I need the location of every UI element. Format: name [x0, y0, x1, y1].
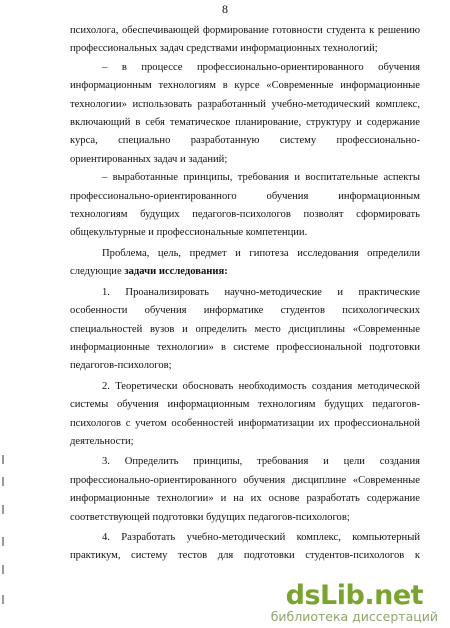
intro-prefix: следующие: [70, 266, 125, 278]
text-line: ориентированных задач и заданий;: [70, 153, 228, 165]
text-line: профессиональных задач средствами информационных технологий;: [70, 43, 378, 55]
task-line: профессионально-ориентированного обучения дисциплине «Современные: [70, 474, 420, 486]
task-line: 1. Проанализировать научно-методические и практические: [102, 286, 420, 298]
task-line: системы обучения информационным технологиям будущих педагогов-: [70, 399, 420, 411]
scan-mark: [2, 537, 4, 546]
tasks-heading: задачи исследования:: [124, 266, 228, 278]
scan-mark: [2, 595, 4, 604]
page-number: 8: [222, 2, 228, 16]
task-line: 3. Определить принципы, требования и цели создания: [102, 456, 420, 468]
task-line: 2. Теоретически обосновать необходимость создания методической: [102, 380, 420, 392]
scan-mark: [2, 477, 4, 486]
task-line: психологов с учетом особенностей информатизации их профессиональной: [70, 417, 420, 429]
text-line: информационным технологиям в курсе «Современные информационные: [70, 80, 420, 92]
watermark-logo: dsLib.net: [285, 580, 424, 611]
scan-mark: [2, 505, 4, 514]
text-line: технологии» использовать разработанный учебно-методический комплекс,: [70, 98, 420, 110]
text-line: включающий в себя тематическое планирование, структуру и содержание: [70, 117, 420, 129]
watermark-subtitle: библиотека диссертаций: [270, 609, 438, 624]
text-line: – выработанные принципы, требования и воспитательные аспекты: [102, 172, 420, 184]
task-line: информационные технологии» в системе профессиональной подготовки: [70, 341, 420, 353]
task-line: педагогов-психологов;: [70, 360, 172, 372]
scan-mark: [2, 565, 4, 574]
task-line: специальностей вузов и определить место дисциплины «Современные: [70, 323, 420, 335]
intro-line: [70, 263, 420, 281]
intro-line: Проблема, цель, предмет и гипотеза исследования определили: [102, 247, 420, 259]
task-line: 4. Разработать учебно-методический комплекс, компьютерный: [102, 531, 420, 543]
task-line: практикум, систему тестов для подготовки студентов-психологов к: [70, 550, 420, 562]
text-line: общекультурные и профессиональные компетенции.: [70, 227, 308, 239]
task-line: особенности обучения информатике студентов психологических: [70, 305, 420, 317]
document-body: [70, 22, 420, 566]
text-line: – в процессе профессионально-ориентированного обучения: [102, 61, 420, 73]
scan-mark: [2, 455, 4, 464]
task-line: информационные технологии» и на их основе разработать содержание: [70, 493, 420, 505]
task-line: деятельности;: [70, 435, 134, 447]
text-line: технологиям будущих педагогов-психологов позволят сформировать: [70, 209, 420, 221]
text-line: психолога, обеспечивающей формирование готовности студента к решению: [70, 25, 420, 36]
watermark: [271, 582, 438, 624]
task-line: соответствующей подготовки будущих педагогов-психологов;: [70, 511, 350, 523]
text-line: курса, специально разработанную систему профессионально-: [70, 135, 420, 147]
text-line: профессионально-ориентированного обучения информационным: [70, 190, 420, 202]
